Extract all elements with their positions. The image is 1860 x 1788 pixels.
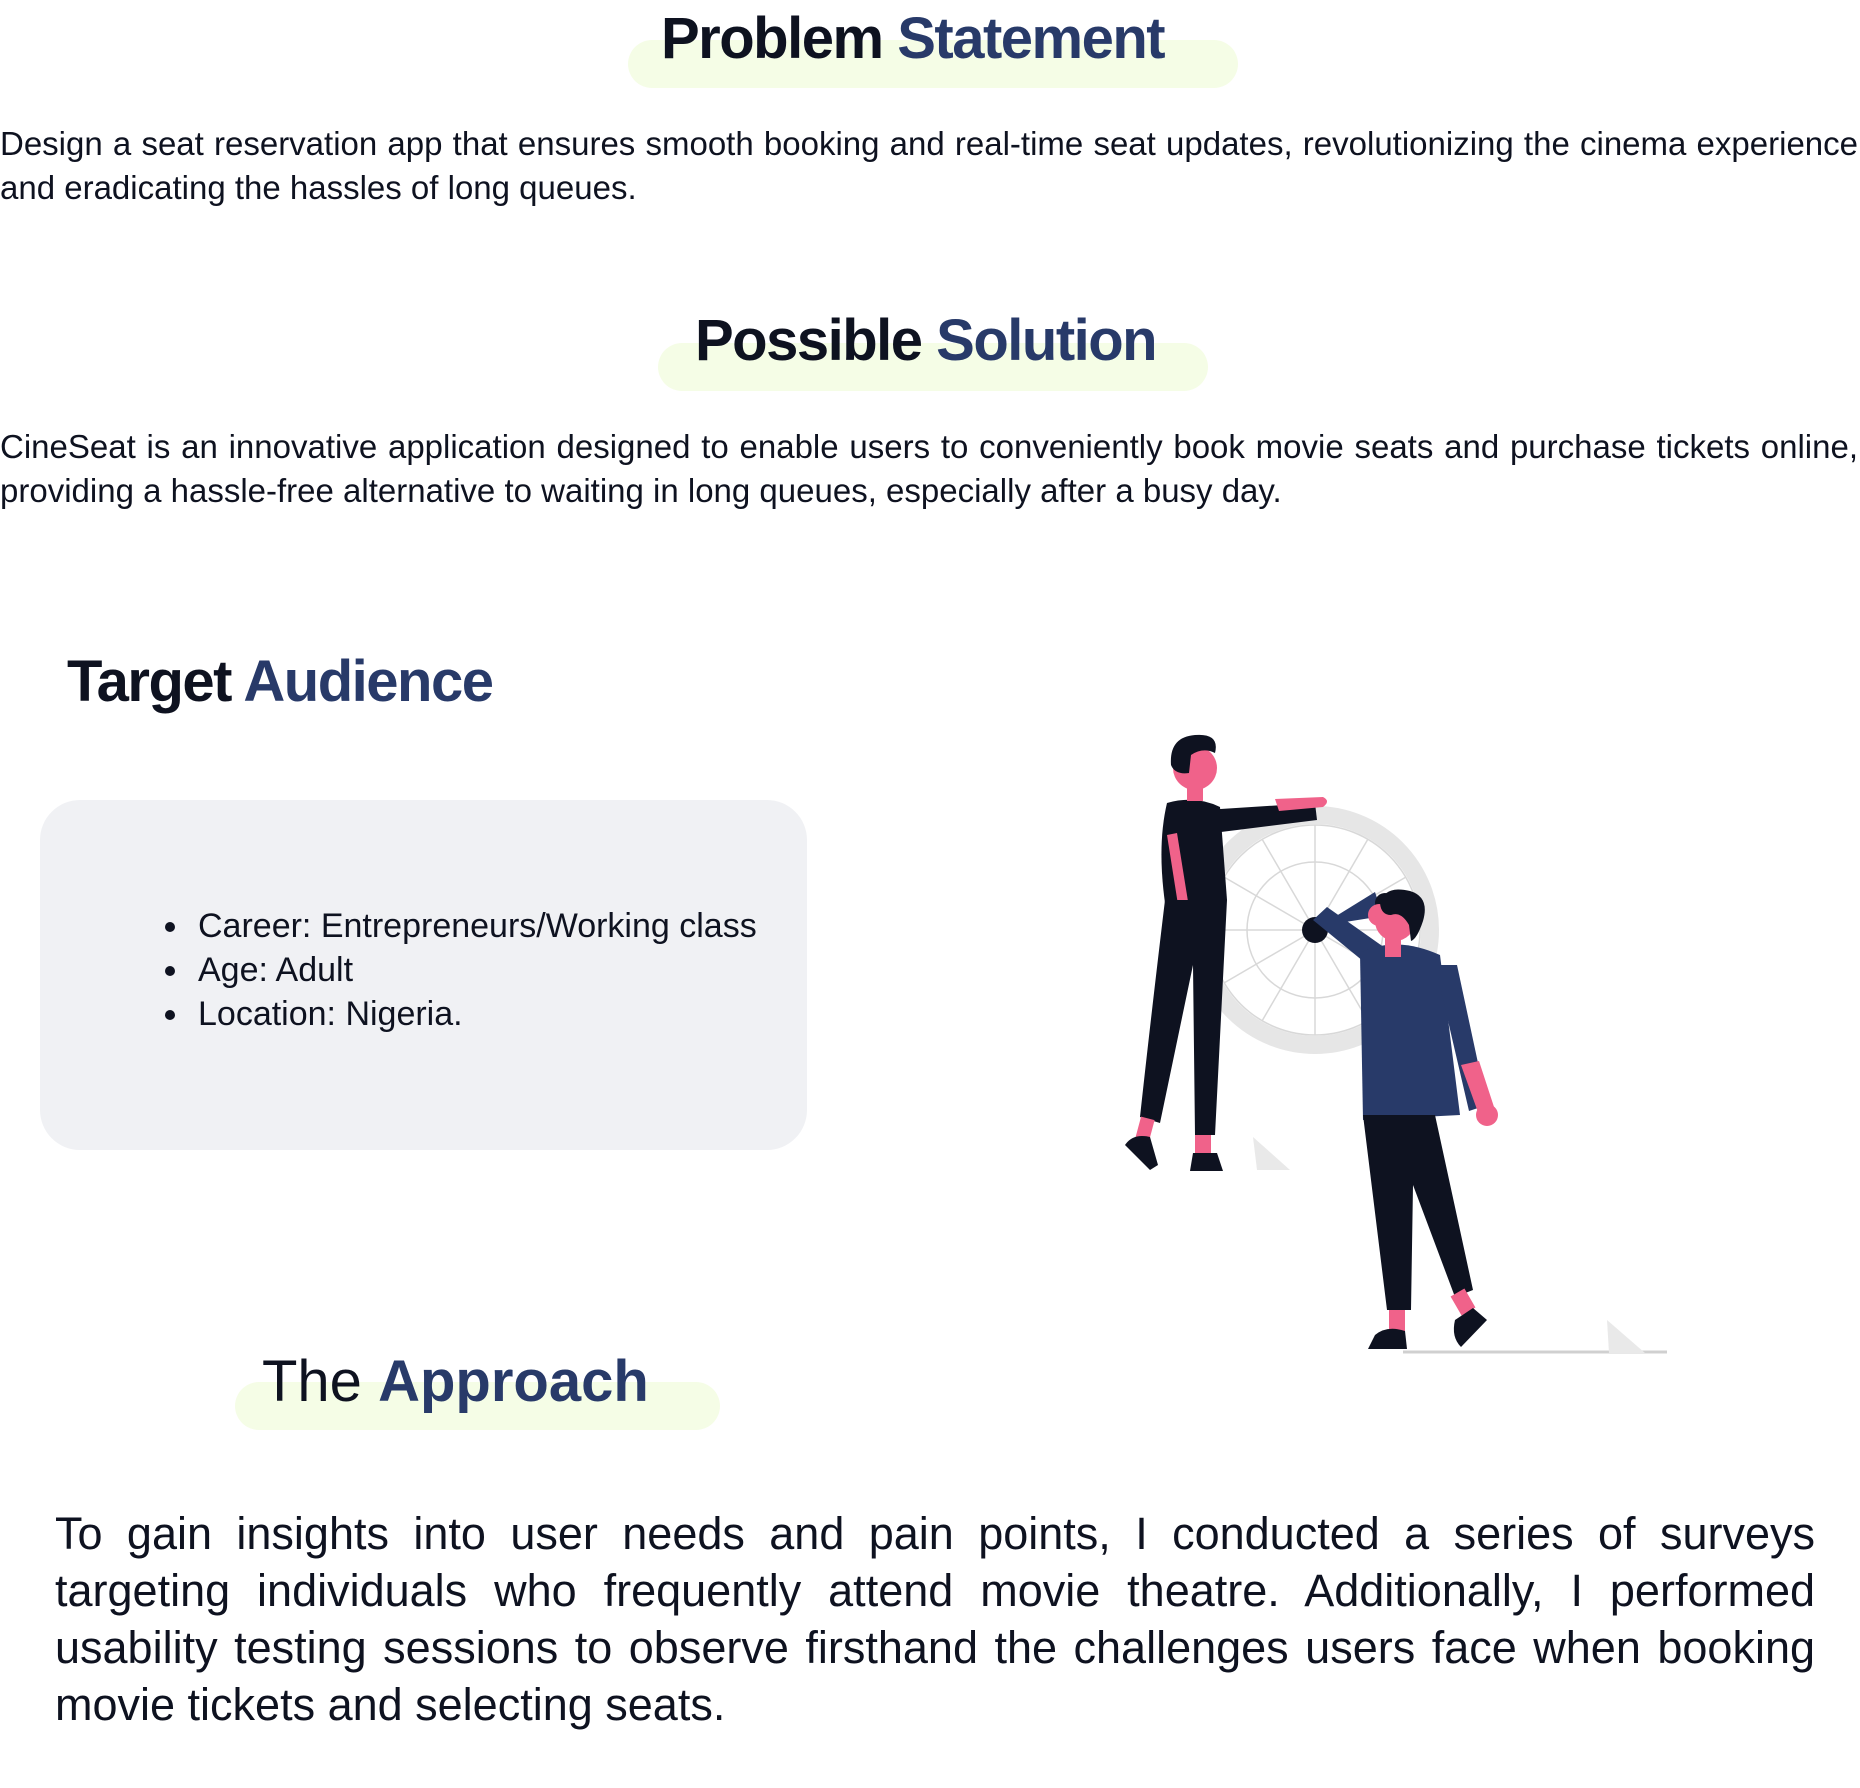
audience-item-career: • Career: Entrepreneurs/Working class <box>192 904 757 948</box>
audience-item-age: • Age: Adult <box>192 948 757 992</box>
audience-title <box>67 643 492 721</box>
solution-title <box>695 302 1156 380</box>
people-spinning-wheel-illustration <box>1095 725 1675 1360</box>
approach-title-part2: Approach <box>378 1349 649 1414</box>
problem-title-part2: Statement <box>897 6 1165 71</box>
solution-title-part1: Possible <box>695 308 922 373</box>
approach-title-part1: The <box>262 1349 362 1414</box>
solution-body: CineSeat is an innovative application designed to enable users to conveniently book movie seats and purchase tickets online, providing a hassle-free alternative to waiting in long queues, especially after a busy day. <box>0 428 1858 509</box>
audience-card <box>40 800 807 1150</box>
approach-body: To gain insights into user needs and pain points, I conducted a series of surveys targeting individuals who frequently attend movie theatre. Additionally, I performed usability testing sessions to observe firsthand the challenges users face when booking movie tickets and selecting seats. <box>55 1508 1815 1730</box>
problem-title-part1: Problem <box>661 6 883 71</box>
audience-list <box>40 904 757 1036</box>
audience-title-part2: Audience <box>243 649 493 714</box>
approach-title <box>262 1343 649 1421</box>
problem-body: Design a seat reservation app that ensures smooth booking and real-time seat updates, revolutionizing the cinema experience and eradicating the hassles of long queues. <box>0 125 1858 206</box>
solution-title-part2: Solution <box>936 308 1157 373</box>
problem-title <box>661 0 1164 78</box>
ground-wedge-right <box>1607 1320 1645 1353</box>
ground-wedge-left <box>1253 1137 1290 1170</box>
audience-title-part1: Target <box>67 649 231 714</box>
audience-item-location: • Location: Nigeria. <box>192 992 757 1036</box>
